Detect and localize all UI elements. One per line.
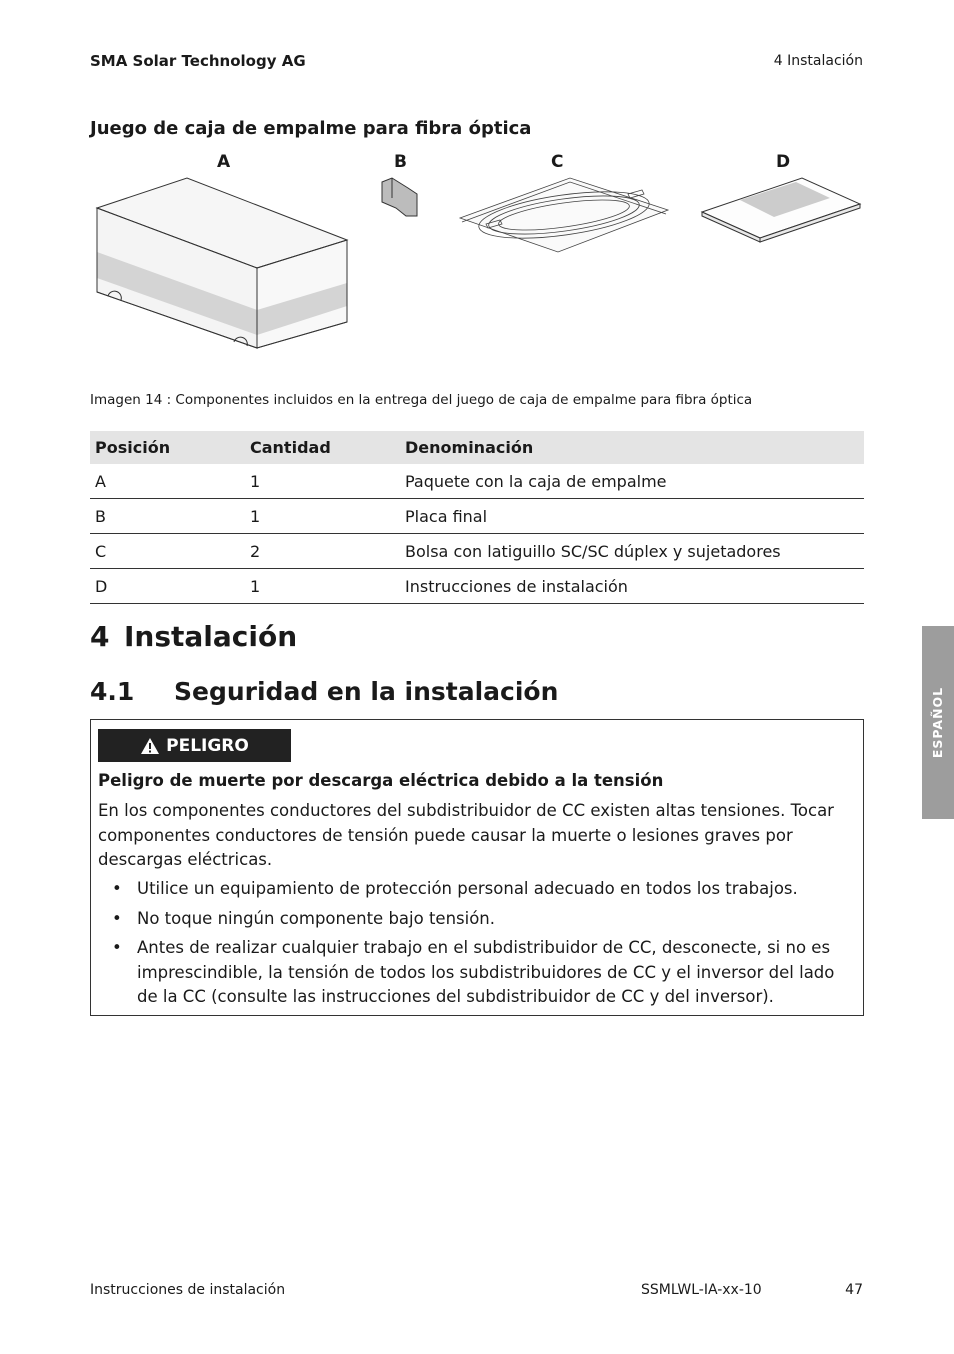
danger-description: En los componentes conductores del subdistribuidor de CC existen altas tensiones. Tocar componentes conductores de tensión puede causar la muerte o lesiones graves por descargas eléctricas.: [98, 801, 834, 869]
table-row: [90, 464, 864, 499]
list-item-text: No toque ningún componente bajo tensión.: [137, 908, 496, 928]
warning-triangle-icon: [140, 737, 160, 755]
footer-doc-type: Instrucciones de instalación: [90, 1282, 286, 1298]
components-table: [90, 431, 864, 604]
header-section: 4 Instalación: [773, 53, 863, 69]
installation-manual-drawing: [702, 178, 860, 242]
kit-title: Juego de caja de empalme para fibra óptica: [90, 118, 532, 139]
danger-bullet-list: [98, 877, 853, 1015]
cell-designation: Instrucciones de instalación: [400, 569, 864, 604]
page-number: 47: [845, 1282, 863, 1298]
list-item-text: Antes de realizar cualquier trabajo en el subdistribuidor de CC, desconecte, si no es imprescindible, la tensión de todos los subdistribuidores de CC y el inversor del lado de la CC (consulte las instrucciones del subdistribuidor de CC y del inversor).: [137, 938, 835, 1006]
danger-badge: [98, 729, 291, 762]
section-title: Seguridad en la instalación: [174, 677, 559, 706]
danger-title: Peligro de muerte por descarga eléctrica debido a la tensión: [98, 771, 664, 790]
bullet-icon: •: [112, 908, 122, 928]
list-item: [98, 936, 853, 1010]
figure-letter-c: C: [551, 152, 564, 172]
section-heading: [90, 677, 558, 706]
cell-quantity: 2: [245, 534, 400, 569]
bullet-icon: •: [112, 938, 122, 957]
cell-quantity: 1: [245, 499, 400, 534]
end-plate-drawing: [382, 178, 417, 216]
chapter-number: 4: [90, 620, 110, 653]
col-header-quantity: Cantidad: [245, 431, 400, 464]
col-header-position: Posición: [90, 431, 245, 464]
header-company: SMA Solar Technology AG: [90, 52, 306, 70]
bullet-icon: •: [112, 879, 122, 898]
language-tab-label: ESPAÑOL: [930, 686, 946, 759]
cell-position: C: [90, 534, 245, 569]
footer-doc-code: SSMLWL-IA-xx-10: [641, 1282, 762, 1298]
cell-position: B: [90, 499, 245, 534]
list-item: [98, 907, 853, 932]
table-row: [90, 499, 864, 534]
danger-notice: [90, 719, 864, 1016]
table-row: [90, 534, 864, 569]
col-header-designation: Denominación: [400, 431, 864, 464]
chapter-heading: [90, 620, 297, 653]
section-number: 4.1: [90, 677, 135, 706]
figure-letter-a: A: [217, 152, 231, 172]
cell-designation: Bolsa con latiguillo SC/SC dúplex y sujetadores: [400, 534, 864, 569]
language-tab: [922, 626, 954, 819]
cell-position: D: [90, 569, 245, 604]
cell-designation: Paquete con la caja de empalme: [400, 464, 864, 499]
figure-letter-b: B: [394, 152, 407, 172]
danger-badge-label: PELIGRO: [166, 735, 249, 756]
cell-position: A: [90, 464, 245, 499]
cell-quantity: 1: [245, 464, 400, 499]
list-item: [98, 877, 853, 902]
figure-caption: Imagen 14 : Componentes incluidos en la entrega del juego de caja de empalme para fibra óptica: [90, 392, 753, 408]
patch-cord-bag-drawing: [460, 178, 668, 252]
table-row: [90, 569, 864, 604]
components-illustration: [90, 170, 870, 360]
splice-box-package-drawing: [97, 178, 347, 348]
chapter-title: Instalación: [124, 620, 298, 653]
table-header-row: [90, 431, 864, 464]
cell-quantity: 1: [245, 569, 400, 604]
cell-designation: Placa final: [400, 499, 864, 534]
list-item-text: Utilice un equipamiento de protección personal adecuado en todos los trabajos.: [137, 879, 798, 898]
figure-letter-d: D: [776, 152, 791, 172]
